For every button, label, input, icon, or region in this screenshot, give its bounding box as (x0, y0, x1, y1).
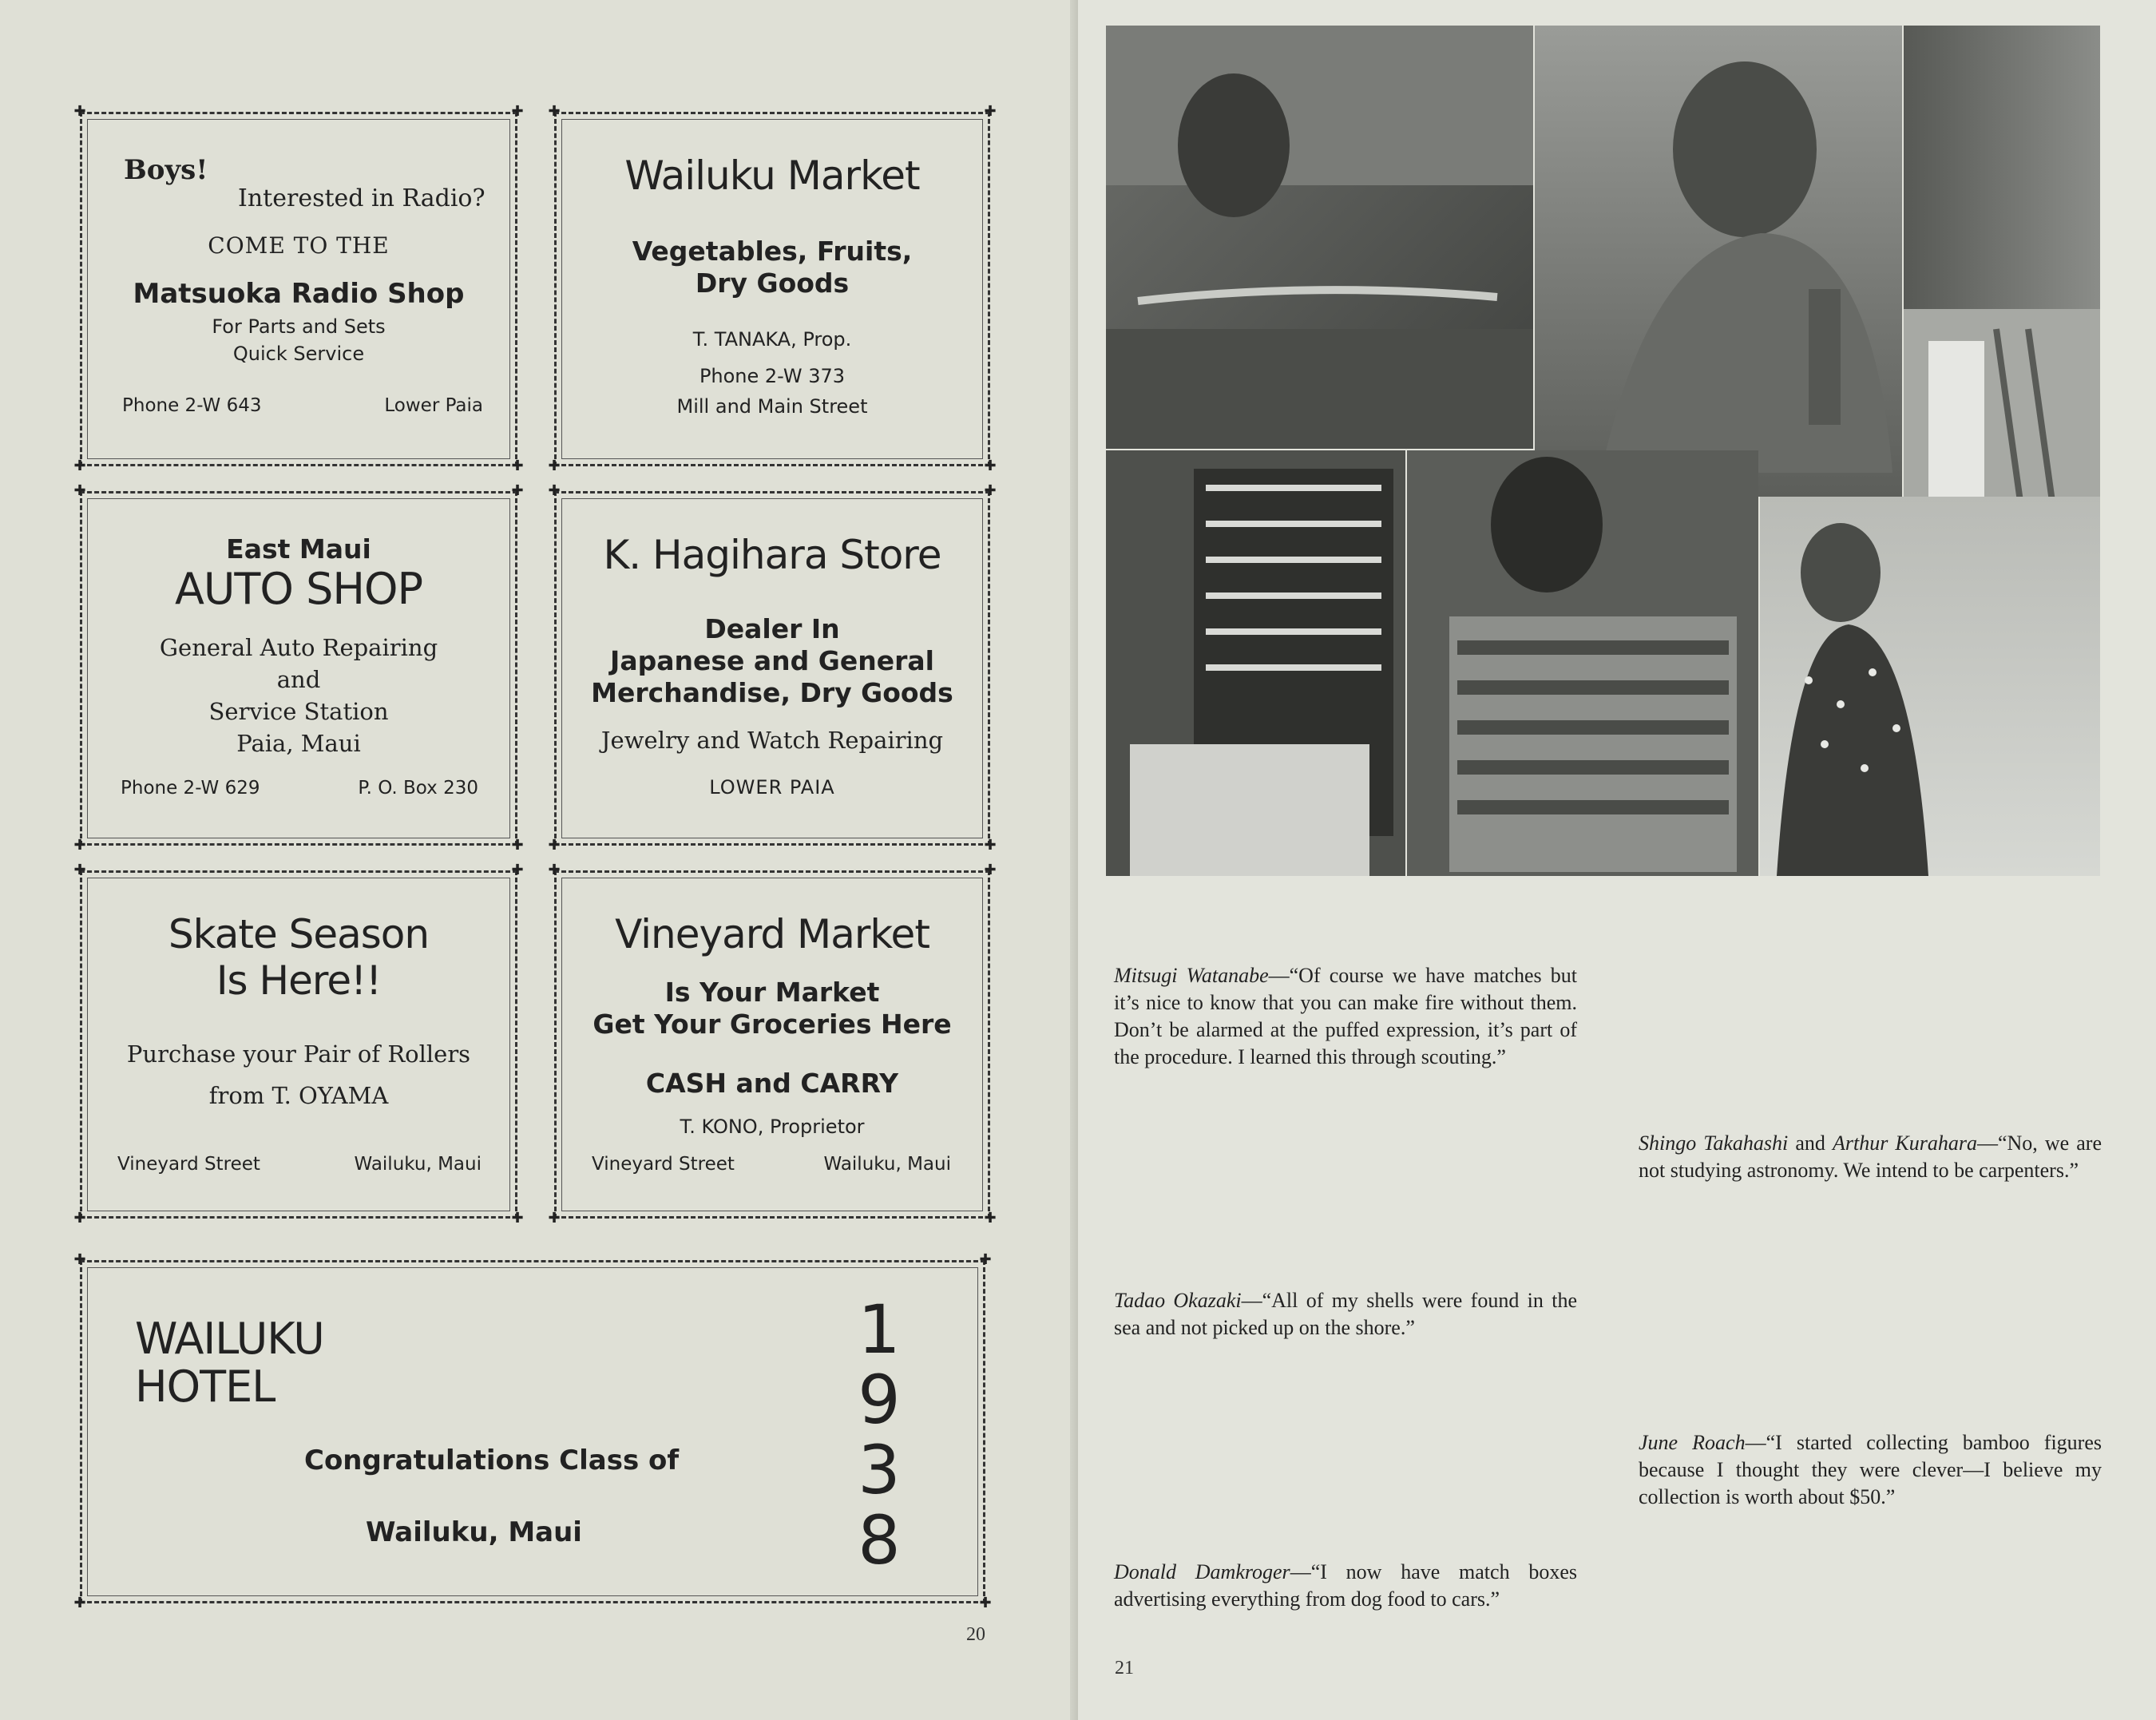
class-year (855, 1290, 903, 1579)
ad-street: Vineyard Street (592, 1154, 735, 1175)
ad-line: COME TO THE (208, 232, 390, 259)
ad-headline: Is Here!! (216, 957, 382, 1004)
photo-matchbox-board (1407, 450, 1758, 876)
caption-watanabe (1114, 962, 1577, 1071)
ad-line: For Parts and Sets (212, 315, 386, 338)
ad-line: Jewelry and Watch Repairing (600, 727, 944, 754)
hotel-congrats: Congratulations Class of (304, 1445, 680, 1476)
ad-vineyard-market: ✚ ✚ ✚ ✚ Vineyard Market Is Your Market Get Your Groceries Here CASH and CARRY T. KONO, Proprietor Vineyard Street Wailuku, Maui (548, 862, 997, 1227)
ad-line: Dry Goods (695, 268, 850, 299)
ad-headline: Skate Season (168, 911, 430, 957)
ad-line: Service Station (208, 698, 389, 725)
ad-line: and (276, 666, 321, 693)
ad-wailuku-hotel: ✚ ✚ ✚ ✚ WAILUKU HOTEL Congratulations Class of Wailuku, Maui 1 9 3 8 (73, 1251, 992, 1611)
ad-wailuku-market: ✚ ✚ ✚ ✚ Wailuku Market Vegetables, Fruits, Dry Goods T. TANAKA, Prop. Phone 2-W 373 Mill and Main Street (548, 103, 997, 474)
ad-phone: Phone 2-W 629 (121, 778, 260, 799)
ad-shop-name: AUTO SHOP (174, 564, 423, 614)
ad-line: East Maui (226, 533, 371, 565)
hotel-name: WAILUKU (135, 1314, 324, 1364)
ad-line: Paia, Maui (236, 730, 361, 757)
photo-collage-image (1106, 26, 2100, 876)
ad-east-maui-auto-shop: ✚ ✚ ✚ ✚ East Maui AUTO SHOP General Auto Repairing and Service Station Paia, Maui Phone 2-W 629 P. O. Box 230 (73, 482, 524, 854)
ad-location: LOWER PAIA (709, 776, 835, 799)
caption-damkroger (1114, 1559, 1577, 1613)
page-number: 20 (966, 1624, 985, 1645)
ad-shop-name: K. Hagihara Store (603, 532, 941, 578)
caption-text: —“All of my shells were found in the sea and not picked up on the shore.” (1114, 1289, 1577, 1339)
ad-box: P. O. Box 230 (358, 778, 478, 799)
caption-name: Shingo Takahashi (1639, 1131, 1789, 1155)
ad-phone: Phone 2-W 643 (122, 395, 262, 416)
ad-line: Interested in Radio? (238, 184, 485, 212)
hotel-town: Wailuku, Maui (366, 1516, 582, 1548)
ad-address: Mill and Main Street (676, 395, 868, 418)
year-digit: 3 (858, 1431, 901, 1509)
caption-name: June Roach (1639, 1431, 1746, 1454)
ad-shop-name: Matsuoka Radio Shop (133, 278, 465, 310)
year-digit: 9 (858, 1361, 901, 1439)
ad-line: from T. OYAMA (208, 1082, 389, 1109)
ad-shop-name: Vineyard Market (615, 911, 929, 957)
ad-line: Quick Service (232, 343, 365, 365)
caption-name: Tadao Okazaki (1114, 1289, 1242, 1312)
caption-text: —“I now have match boxes advertising everything from dog food to cars.” (1114, 1560, 1578, 1611)
photo-scout-blowing (1535, 26, 1902, 497)
caption-name: Arthur Kurahara (1832, 1131, 1977, 1155)
photo-shell-display (1106, 450, 1405, 876)
year-digit: 1 (858, 1290, 901, 1369)
caption-text: —“I started collecting bamboo figures because I thought they were clever—I believe my collection is worth about $50.” (1639, 1431, 2102, 1508)
caption-takahashi-kurahara (1639, 1130, 2102, 1184)
ad-proprietor: T. KONO, Proprietor (680, 1116, 865, 1138)
ad-line: General Auto Repairing (159, 634, 438, 661)
ad-location: Lower Paia (384, 395, 483, 416)
ad-line: Vegetables, Fruits, (632, 236, 913, 267)
caption-text: —“No, we are not studying astronomy. We intend to be carpenters.” (1639, 1131, 2102, 1182)
ad-town: Wailuku, Maui (823, 1154, 951, 1175)
caption-conjunction: and (1788, 1131, 1833, 1155)
ad-phone: Phone 2-W 373 (699, 365, 846, 387)
photo-scout-fire (1106, 26, 1533, 449)
ad-line: Boys! (124, 154, 208, 186)
page-number: 21 (1115, 1658, 1134, 1678)
caption-text: —“Of course we have matches but it’s nice to know that you can make fire without them. Don’t be alarmed at the puffed expression, it’s part of the procedure. I learned this through scouting.” (1114, 964, 1578, 1068)
ad-skate-season: ✚ ✚ ✚ ✚ Skate Season Is Here!! Purchase your Pair of Rollers from T. OYAMA Vineyard Street Wailuku, Maui (73, 862, 524, 1227)
year-digit: 8 (858, 1501, 901, 1579)
photo-bamboo-collection (1760, 497, 2100, 876)
ad-line: Japanese and General (610, 645, 934, 676)
caption-roach (1639, 1429, 2102, 1511)
ad-hagihara-store: ✚ ✚ ✚ ✚ K. Hagihara Store Dealer In Japanese and General Merchandise, Dry Goods Jewelry and Watch Repairing LOWER PAIA (548, 482, 997, 854)
ad-line: Merchandise, Dry Goods (591, 677, 953, 708)
ad-street: Vineyard Street (117, 1154, 260, 1175)
ad-line: Dealer In (704, 613, 840, 644)
caption-okazaki (1114, 1287, 1577, 1342)
ad-line: CASH and CARRY (645, 1068, 899, 1099)
ad-line: Is Your Market (664, 977, 880, 1008)
photo-collage (1106, 26, 2100, 876)
caption-name: Mitsugi Watanabe (1114, 964, 1269, 987)
ad-shop-name: Wailuku Market (624, 153, 920, 199)
ad-town: Wailuku, Maui (354, 1154, 482, 1175)
ad-matsuoka-radio-shop: ✚ ✚ ✚ ✚ Boys! Interested in Radio? COME TO THE Matsuoka Radio Shop For Parts and Sets Quick Service Phone 2-W 643 Lower Paia (73, 103, 524, 474)
caption-name: Donald Damkroger (1114, 1560, 1290, 1583)
hotel-name: HOTEL (135, 1361, 275, 1412)
ad-proprietor: T. TANAKA, Prop. (692, 328, 852, 351)
ad-line: Purchase your Pair of Rollers (126, 1040, 471, 1068)
ad-line: Get Your Groceries Here (593, 1009, 952, 1040)
